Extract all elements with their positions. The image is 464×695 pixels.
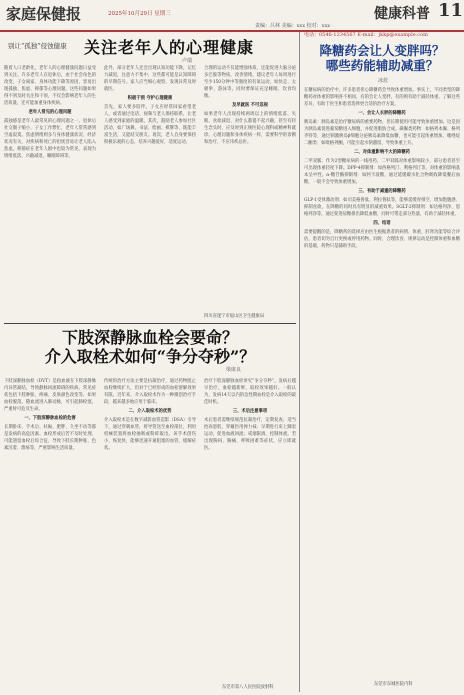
article-column <box>104 65 196 319</box>
page-number: 11 <box>438 0 464 21</box>
article-columns <box>4 378 296 690</box>
contact-line: 电话：0546-1234567 E-mail：jkkp@example.com <box>304 32 428 38</box>
body-text: 二甲双胍：作为2型糖尿病的一线用药，二甲双胍对体重影响较小，部分患者甚至可出现体重轻度下降。DPP-4抑制剂：如西格列汀、利格列汀等，对体重的影响基本呈中性。α-糖苷酶抑制剂：如阿卡波糖，通过延缓碳水化合物吸收降低餐后血糖，一般不会导致体重增加。 <box>304 159 460 185</box>
body-text: 在糖尿病的治疗中，许多患者担心降糖药会导致体重增加。事实上，不同类型的降糖药对体重的影响各不相同，有的会让人变胖，有的则有助于减轻体重。了解这些差异，有助于医生和患者选择更合适的治疗方案。 <box>304 88 460 107</box>
article-column <box>4 378 96 690</box>
editor-line: 责编：吕林 美编：xxx 校对：xxx <box>255 23 331 29</box>
article-byline: 卢瑞 <box>182 58 193 64</box>
subheading: 老年人常见的心理问题 <box>28 110 72 115</box>
body-text: 合理的运动不仅能增强体质，还能促进大脑分泌多巴胺等物质，改善情绪。建议老年人每周进行至少150分钟中等强度的有氧运动，如快走、太极拳、游泳等。同时要保证充足睡眠，饮食均衡。 <box>204 66 296 99</box>
body-text: 长期卧床、手术后、妊娠、肥胖、久坐不动等都是发病的高危因素。血栓形成后若不及时处理，可能遗留血栓后综合征，导致下肢长期肿胀、色素沉着、溃疡等，严重影响生活质量。 <box>4 425 96 451</box>
body-text: 传统的治疗方法主要是抗凝治疗，通过药物阻止血栓继续扩大，但对于已经形成的血栓溶解效果有限。近年来，介入取栓术作为一种微创治疗手段，越来越多地应用于临床。 <box>104 379 196 405</box>
article-headline <box>304 43 460 73</box>
subheading: 二、对体重影响不大的降糖药 <box>354 150 410 155</box>
body-text: 如果老年人出现持续两周以上的情绪低落、失眠、食欲减退、对什么都提不起兴趣，甚至有轻生念头时，应及时到正规医院心理科或精神科就诊。心理问题和身体疾病一样，需要科学的诊断和治疗，不应讳疾忌医。 <box>204 112 296 145</box>
article-kicker: 别让“孤独”侵蚀健康 <box>8 42 67 50</box>
body-text: 术后患者需继续规范抗凝治疗，定期复查；适当抬高患肢，穿戴医用弹力袜；早期进行床上踝泵运动，促进血液回流；戒烟限酒，控制体重。若出现胸闷、胸痛、呼吸困难等症状，应立即就医。 <box>204 418 296 451</box>
article-column <box>304 87 460 687</box>
headline-line: 介入取栓术如何“争分夺秒”？ <box>44 347 256 366</box>
subheading: 三、术后注意事项 <box>232 409 268 414</box>
subheading: 积极干预 守护心理健康 <box>127 96 173 101</box>
article-byline: 梁康良 <box>226 367 242 373</box>
subheading: 一、会让人长胖的降糖药 <box>358 111 406 116</box>
body-text: 此外，部分老年人还会出现认知功能下降，记忆力减退，注意力不集中，这些都可能是认知障碍的早期信号。家人应当细心观察，发现异常及时就医。 <box>104 66 196 92</box>
subheading: 四、结语 <box>373 221 391 226</box>
article-byline: 冰蓝 <box>378 78 389 84</box>
body-text: 首先，家人要多陪伴。子女应经常回家看望老人，或者通过电话、视频与老人保持联系，让老人感受到家庭的温暖。其次，鼓励老人参加社区活动，如广场舞、书法、绘画、棋牌等，既能丰富生活，又能结交朋友。再次，老人自身要保持积极乐观的心态，培养兴趣爱好，适度运动。 <box>104 105 196 145</box>
body-text: GLP-1受体激动剂：如司美格鲁肽、利拉鲁肽等，能够延缓胃排空、增加饱腹感、抑制食欲，在降糖的同时具有明显的减重效果。SGLT-2抑制剂：如达格列净、恩格列净等，通过促进尿糖排出降低血糖，同时可带走部分热量，有助于减轻体重。 <box>304 198 460 217</box>
article-credit: 东莞市东城医院内科 <box>374 682 413 687</box>
article-columns <box>4 65 296 319</box>
subheading: 一、下肢深静脉血栓的危害 <box>24 416 76 421</box>
headline-line: 下肢深静脉血栓会要命？ <box>61 328 238 347</box>
article-column <box>4 65 96 319</box>
newspaper-title: 家庭保健报 <box>6 5 82 23</box>
subheading: 三、有助于减重的降糖药 <box>358 189 406 194</box>
body-text: 随着人口老龄化，老年人的心理健康问题日益受到关注。许多老年人在退休后，由于社会角色的改变、子女离家、身体功能下降等原因，容易出现孤独、焦虑、抑郁等心理问题。这些问题如果得不到及时关注和干预，不仅会影响老年人的生活质量，还可能加重身体疾病。 <box>4 66 96 106</box>
body-text: 介入取栓术是在数字减影血管造影（DSA）引导下，通过穿刺血管，将导管送至血栓部位，利用机械装置将血栓抽吸或粉碎取出。该手术创伤小、恢复快，能够迅速开通阻塞的血管，缓解症状。 <box>104 418 196 451</box>
issue-date: 2025年10月29日 星期三 <box>108 11 171 17</box>
article-thrombosis <box>4 326 296 694</box>
headline-line: 哪些药能辅助减重？ <box>325 58 439 73</box>
body-text: 孤独感是老年人最常见的心理问题之一。退休后社交圈子缩小，子女工作繁忙，老年人常常感到空虚寂寞。焦虑情绪则多与身体健康状况、经济状况有关，对疾病和死亡的担忧容易让老人陷入焦虑。抑郁症在老年人群中也较为常见，表现为情绪低落、兴趣减退、睡眠障碍等。 <box>4 119 96 159</box>
subheading: 及早就医 不可忽视 <box>232 103 268 108</box>
masthead <box>0 0 464 32</box>
body-text: 治疗下肢深静脉血栓讲究“争分夺秒”。发病后越早治疗，血栓越新鲜，取栓效果越好。一般认为，发病14天以内的急性期血栓是介入取栓的最佳时机。 <box>204 379 296 405</box>
article-diabetes-drugs <box>304 31 460 691</box>
headline-line: 降糖药会让人变胖吗？ <box>319 43 445 58</box>
body-text: 下肢深静脉血栓（DVT）是指血液在下肢深静脉内异常凝结，导致静脉回流障碍的疾病。常见症状包括下肢肿胀、疼痛、皮肤颜色改变等。如果血栓脱落，随血流进入肺动脉，可引起肺栓塞，严重时可危及生命。 <box>4 379 96 412</box>
subheading: 二、介入取栓术的优势 <box>128 409 172 414</box>
article-headline <box>4 328 296 366</box>
column-divider <box>299 32 300 692</box>
body-text: 胰岛素：胰岛素是治疗糖尿病的重要药物，但长期使用可能导致体重增加。这是因为胰岛素促进葡萄糖进入细胞，并促进脂肪合成。磺脲类药物：如格列本脲、格列齐特等，通过刺激胰岛β细胞分泌胰岛素降低血糖，也可能引起体重增加。噻唑烷二酮类：如吡格列酮，可能引起水钠潴留，导致体重上升。 <box>304 120 460 146</box>
body-text: 需要提醒的是，降糖药的选择应由医生根据患者的病情、体重、肝肾功能等综合评估，患者切勿自行更换或停用药物。同时，合理饮食、规律运动是控制体重和血糖的基础，药物只是辅助手段。 <box>304 230 460 249</box>
section-title: 健康科普 <box>374 6 430 22</box>
article-column <box>204 378 296 690</box>
article-credit: 四川省遂宁市船山区卫生健康局 <box>204 314 265 319</box>
section-divider <box>4 323 296 324</box>
article-headline: 关注老年人的心理健康 <box>84 38 255 57</box>
article-mental-health <box>4 31 296 319</box>
article-column <box>204 65 296 319</box>
article-column <box>104 378 196 690</box>
article-credit: 东莞市第八人民医院放射科 <box>222 685 274 690</box>
